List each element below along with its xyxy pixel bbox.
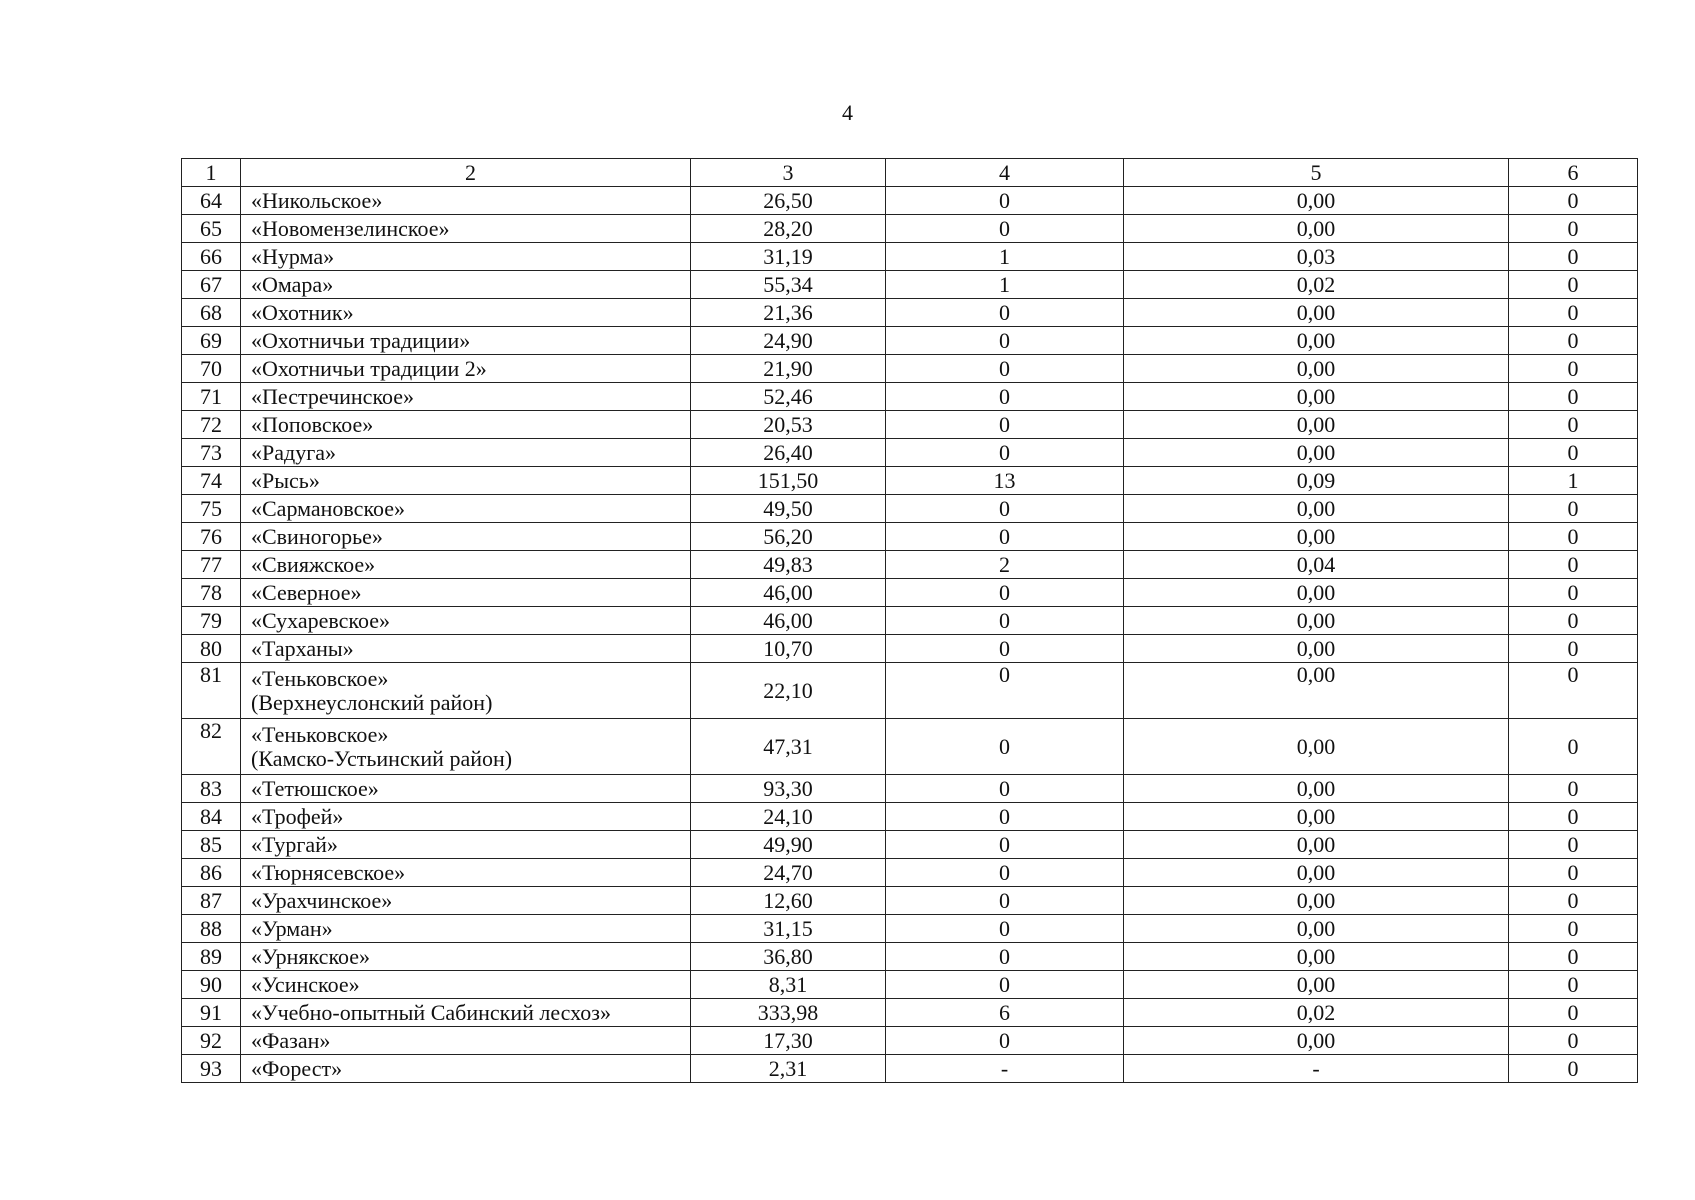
value-cell-col6: 0 xyxy=(1509,579,1638,607)
value-cell-col4: 0 xyxy=(886,915,1124,943)
value-cell-col4: 0 xyxy=(886,607,1124,635)
name-line: «Теньковское» xyxy=(251,665,389,691)
value-cell-col5: 0,00 xyxy=(1124,915,1509,943)
value-cell-col3: 333,98 xyxy=(691,999,886,1027)
name-line-district: (Верхнеуслонский район) xyxy=(251,689,493,715)
table-row xyxy=(182,915,1638,943)
page-number: 4 xyxy=(842,100,853,125)
name-cell: «Омара» xyxy=(241,271,691,299)
row-number-cell: 88 xyxy=(182,915,241,943)
row-number-cell: 66 xyxy=(182,243,241,271)
row-number-cell: 80 xyxy=(182,635,241,663)
table-row xyxy=(182,327,1638,355)
name-cell: «Тетюшское» xyxy=(241,775,691,803)
value-cell-col6: 0 xyxy=(1509,1055,1638,1083)
table-row xyxy=(182,383,1638,411)
value-cell-col3: 46,00 xyxy=(691,607,886,635)
value-cell-col5: - xyxy=(1124,1055,1509,1083)
value-cell-col3: 151,50 xyxy=(691,467,886,495)
value-cell-col6: 0 xyxy=(1509,383,1638,411)
value-cell-col3: 36,80 xyxy=(691,943,886,971)
name-cell: «Поповское» xyxy=(241,411,691,439)
table-row xyxy=(182,215,1638,243)
value-cell-col6: 0 xyxy=(1509,719,1638,775)
value-cell-col5: 0,00 xyxy=(1124,831,1509,859)
row-number-cell: 68 xyxy=(182,299,241,327)
value-cell-col3: 49,90 xyxy=(691,831,886,859)
value-cell-col4: 0 xyxy=(886,943,1124,971)
value-cell-col4: 0 xyxy=(886,383,1124,411)
name-cell: «Охотничьи традиции» xyxy=(241,327,691,355)
table-row xyxy=(182,551,1638,579)
value-cell-col6: 0 xyxy=(1509,523,1638,551)
row-number-cell: 92 xyxy=(182,1027,241,1055)
name-cell: «Учебно-опытный Сабинский лесхоз» xyxy=(241,999,691,1027)
table-row xyxy=(182,411,1638,439)
value-cell-col5: 0,00 xyxy=(1124,887,1509,915)
name-cell: «Сармановское» xyxy=(241,495,691,523)
value-cell-col4: 0 xyxy=(886,971,1124,999)
value-cell-col3: 56,20 xyxy=(691,523,886,551)
value-cell-col5: 0,00 xyxy=(1124,439,1509,467)
name-cell: «Урнякское» xyxy=(241,943,691,971)
row-number-cell: 83 xyxy=(182,775,241,803)
value-cell-col4: 0 xyxy=(886,775,1124,803)
table-row xyxy=(182,271,1638,299)
value-cell-col5: 0,02 xyxy=(1124,271,1509,299)
table-row xyxy=(182,803,1638,831)
name-cell: «Свияжское» xyxy=(241,551,691,579)
value-cell-col4: 6 xyxy=(886,999,1124,1027)
value-cell-col4: 13 xyxy=(886,467,1124,495)
value-cell-col3: 21,90 xyxy=(691,355,886,383)
table-row xyxy=(182,663,1638,719)
value-cell-col5: 0,00 xyxy=(1124,607,1509,635)
value-cell-col6: 0 xyxy=(1509,439,1638,467)
value-cell-col5: 0,03 xyxy=(1124,243,1509,271)
value-cell-col6: 0 xyxy=(1509,635,1638,663)
row-number-cell: 78 xyxy=(182,579,241,607)
value-cell-col4: 2 xyxy=(886,551,1124,579)
value-cell-col4: - xyxy=(886,1055,1124,1083)
name-cell: «Урахчинское» xyxy=(241,887,691,915)
value-cell-col6: 0 xyxy=(1509,215,1638,243)
name-cell: «Северное» xyxy=(241,579,691,607)
value-cell-col6: 0 xyxy=(1509,607,1638,635)
table-row xyxy=(182,523,1638,551)
name-cell: «Пестречинское» xyxy=(241,383,691,411)
value-cell-col6: 0 xyxy=(1509,551,1638,579)
name-cell: «Никольское» xyxy=(241,187,691,215)
name-cell: «Урман» xyxy=(241,915,691,943)
value-cell-col6: 0 xyxy=(1509,271,1638,299)
value-cell-col5: 0,00 xyxy=(1124,523,1509,551)
table-row xyxy=(182,1027,1638,1055)
row-number-cell: 86 xyxy=(182,859,241,887)
value-cell-col4: 0 xyxy=(886,579,1124,607)
value-cell-col6: 0 xyxy=(1509,187,1638,215)
value-cell-col5: 0,02 xyxy=(1124,999,1509,1027)
value-cell-col5: 0,00 xyxy=(1124,383,1509,411)
header-cell: 4 xyxy=(886,159,1124,187)
table-row xyxy=(182,775,1638,803)
value-cell-col3: 10,70 xyxy=(691,635,886,663)
value-cell-col5: 0,09 xyxy=(1124,467,1509,495)
value-cell-col4: 1 xyxy=(886,271,1124,299)
value-cell-col5: 0,00 xyxy=(1124,775,1509,803)
value-cell-col3: 21,36 xyxy=(691,299,886,327)
value-cell-col4: 0 xyxy=(886,187,1124,215)
name-cell: «Сухаревское» xyxy=(241,607,691,635)
name-cell xyxy=(241,663,691,719)
name-cell: «Охотничьи традиции 2» xyxy=(241,355,691,383)
name-cell: «Тюрнясевское» xyxy=(241,859,691,887)
value-cell-col3: 17,30 xyxy=(691,1027,886,1055)
table-row xyxy=(182,439,1638,467)
row-number-cell: 79 xyxy=(182,607,241,635)
table-row xyxy=(182,999,1638,1027)
row-number-cell: 67 xyxy=(182,271,241,299)
value-cell-col3: 55,34 xyxy=(691,271,886,299)
table-row xyxy=(182,859,1638,887)
value-cell-col4: 0 xyxy=(886,635,1124,663)
header-cell: 2 xyxy=(241,159,691,187)
name-line: «Теньковское» xyxy=(251,721,389,747)
value-cell-col3: 46,00 xyxy=(691,579,886,607)
table-row xyxy=(182,299,1638,327)
row-number-cell: 82 xyxy=(182,719,241,775)
value-cell-col3: 31,15 xyxy=(691,915,886,943)
name-cell: «Трофей» xyxy=(241,803,691,831)
table-row xyxy=(182,243,1638,271)
header-cell: 1 xyxy=(182,159,241,187)
value-cell-col5: 0,00 xyxy=(1124,299,1509,327)
row-number-cell: 71 xyxy=(182,383,241,411)
value-cell-col5: 0,00 xyxy=(1124,859,1509,887)
value-cell-col3: 93,30 xyxy=(691,775,886,803)
data-table xyxy=(181,158,1638,1083)
row-number-cell: 74 xyxy=(182,467,241,495)
row-number-cell: 91 xyxy=(182,999,241,1027)
header-cell: 5 xyxy=(1124,159,1509,187)
value-cell-col6: 1 xyxy=(1509,467,1638,495)
name-cell: «Тарханы» xyxy=(241,635,691,663)
value-cell-col6: 0 xyxy=(1509,943,1638,971)
value-cell-col5: 0,00 xyxy=(1124,411,1509,439)
name-cell: «Радуга» xyxy=(241,439,691,467)
row-number-cell: 75 xyxy=(182,495,241,523)
value-cell-col6: 0 xyxy=(1509,971,1638,999)
name-cell: «Тургай» xyxy=(241,831,691,859)
row-number-cell: 76 xyxy=(182,523,241,551)
row-number-cell: 87 xyxy=(182,887,241,915)
value-cell-col4: 0 xyxy=(886,355,1124,383)
table-row xyxy=(182,1055,1638,1083)
value-cell-col6: 0 xyxy=(1509,831,1638,859)
name-cell: «Форест» xyxy=(241,1055,691,1083)
name-cell: «Рысь» xyxy=(241,467,691,495)
value-cell-col4: 0 xyxy=(886,523,1124,551)
name-cell xyxy=(241,719,691,775)
table-header-row xyxy=(182,159,1638,187)
value-cell-col6: 0 xyxy=(1509,411,1638,439)
value-cell-col5: 0,00 xyxy=(1124,803,1509,831)
value-cell-col3: 47,31 xyxy=(691,719,886,775)
table-row xyxy=(182,719,1638,775)
value-cell-col3: 49,50 xyxy=(691,495,886,523)
header-cell: 6 xyxy=(1509,159,1638,187)
value-cell-col6: 0 xyxy=(1509,243,1638,271)
value-cell-col6: 0 xyxy=(1509,915,1638,943)
value-cell-col4: 0 xyxy=(886,663,1124,719)
table-row xyxy=(182,607,1638,635)
value-cell-col5: 0,00 xyxy=(1124,579,1509,607)
value-cell-col4: 0 xyxy=(886,803,1124,831)
value-cell-col5: 0,00 xyxy=(1124,327,1509,355)
table-row xyxy=(182,495,1638,523)
table-row xyxy=(182,579,1638,607)
value-cell-col4: 0 xyxy=(886,215,1124,243)
row-number-cell: 77 xyxy=(182,551,241,579)
value-cell-col3: 24,90 xyxy=(691,327,886,355)
value-cell-col5: 0,00 xyxy=(1124,943,1509,971)
value-cell-col6: 0 xyxy=(1509,999,1638,1027)
table-row xyxy=(182,467,1638,495)
value-cell-col6: 0 xyxy=(1509,495,1638,523)
value-cell-col5: 0,00 xyxy=(1124,215,1509,243)
value-cell-col3: 49,83 xyxy=(691,551,886,579)
header-cell: 3 xyxy=(691,159,886,187)
value-cell-col3: 24,70 xyxy=(691,859,886,887)
value-cell-col4: 0 xyxy=(886,411,1124,439)
row-number-cell: 73 xyxy=(182,439,241,467)
value-cell-col3: 26,50 xyxy=(691,187,886,215)
value-cell-col5: 0,00 xyxy=(1124,1027,1509,1055)
row-number-cell: 72 xyxy=(182,411,241,439)
value-cell-col6: 0 xyxy=(1509,299,1638,327)
name-cell: «Фазан» xyxy=(241,1027,691,1055)
value-cell-col4: 0 xyxy=(886,439,1124,467)
value-cell-col5: 0,00 xyxy=(1124,971,1509,999)
row-number-cell: 85 xyxy=(182,831,241,859)
row-number-cell: 90 xyxy=(182,971,241,999)
name-cell: «Свиногорье» xyxy=(241,523,691,551)
value-cell-col5: 0,04 xyxy=(1124,551,1509,579)
table-row xyxy=(182,943,1638,971)
value-cell-col3: 12,60 xyxy=(691,887,886,915)
row-number-cell: 69 xyxy=(182,327,241,355)
value-cell-col6: 0 xyxy=(1509,859,1638,887)
row-number-cell: 89 xyxy=(182,943,241,971)
table-row xyxy=(182,355,1638,383)
table-row xyxy=(182,635,1638,663)
value-cell-col5: 0,00 xyxy=(1124,495,1509,523)
table-row xyxy=(182,887,1638,915)
value-cell-col4: 1 xyxy=(886,243,1124,271)
value-cell-col3: 52,46 xyxy=(691,383,886,411)
value-cell-col3: 2,31 xyxy=(691,1055,886,1083)
value-cell-col5: 0,00 xyxy=(1124,355,1509,383)
value-cell-col4: 0 xyxy=(886,1027,1124,1055)
name-cell: «Охотник» xyxy=(241,299,691,327)
table-row xyxy=(182,831,1638,859)
value-cell-col6: 0 xyxy=(1509,775,1638,803)
value-cell-col6: 0 xyxy=(1509,1027,1638,1055)
row-number-cell: 65 xyxy=(182,215,241,243)
value-cell-col4: 0 xyxy=(886,859,1124,887)
value-cell-col6: 0 xyxy=(1509,887,1638,915)
value-cell-col6: 0 xyxy=(1509,327,1638,355)
value-cell-col5: 0,00 xyxy=(1124,663,1509,719)
row-number-cell: 84 xyxy=(182,803,241,831)
value-cell-col3: 20,53 xyxy=(691,411,886,439)
value-cell-col5: 0,00 xyxy=(1124,635,1509,663)
value-cell-col4: 0 xyxy=(886,831,1124,859)
row-number-cell: 93 xyxy=(182,1055,241,1083)
name-line-district: (Камско-Устьинский район) xyxy=(251,745,513,771)
value-cell-col4: 0 xyxy=(886,719,1124,775)
value-cell-col3: 24,10 xyxy=(691,803,886,831)
value-cell-col3: 26,40 xyxy=(691,439,886,467)
name-cell: «Нурма» xyxy=(241,243,691,271)
value-cell-col3: 8,31 xyxy=(691,971,886,999)
value-cell-col6: 0 xyxy=(1509,803,1638,831)
value-cell-col3: 28,20 xyxy=(691,215,886,243)
value-cell-col3: 22,10 xyxy=(691,663,886,719)
value-cell-col4: 0 xyxy=(886,299,1124,327)
row-number-cell: 70 xyxy=(182,355,241,383)
value-cell-col3: 31,19 xyxy=(691,243,886,271)
name-cell: «Новомензелинское» xyxy=(241,215,691,243)
value-cell-col4: 0 xyxy=(886,495,1124,523)
value-cell-col6: 0 xyxy=(1509,355,1638,383)
name-cell: «Усинское» xyxy=(241,971,691,999)
table-row xyxy=(182,187,1638,215)
value-cell-col5: 0,00 xyxy=(1124,719,1509,775)
value-cell-col4: 0 xyxy=(886,327,1124,355)
value-cell-col6: 0 xyxy=(1509,663,1638,719)
row-number-cell: 64 xyxy=(182,187,241,215)
value-cell-col5: 0,00 xyxy=(1124,187,1509,215)
row-number-cell: 81 xyxy=(182,663,241,719)
table-row xyxy=(182,971,1638,999)
value-cell-col4: 0 xyxy=(886,887,1124,915)
